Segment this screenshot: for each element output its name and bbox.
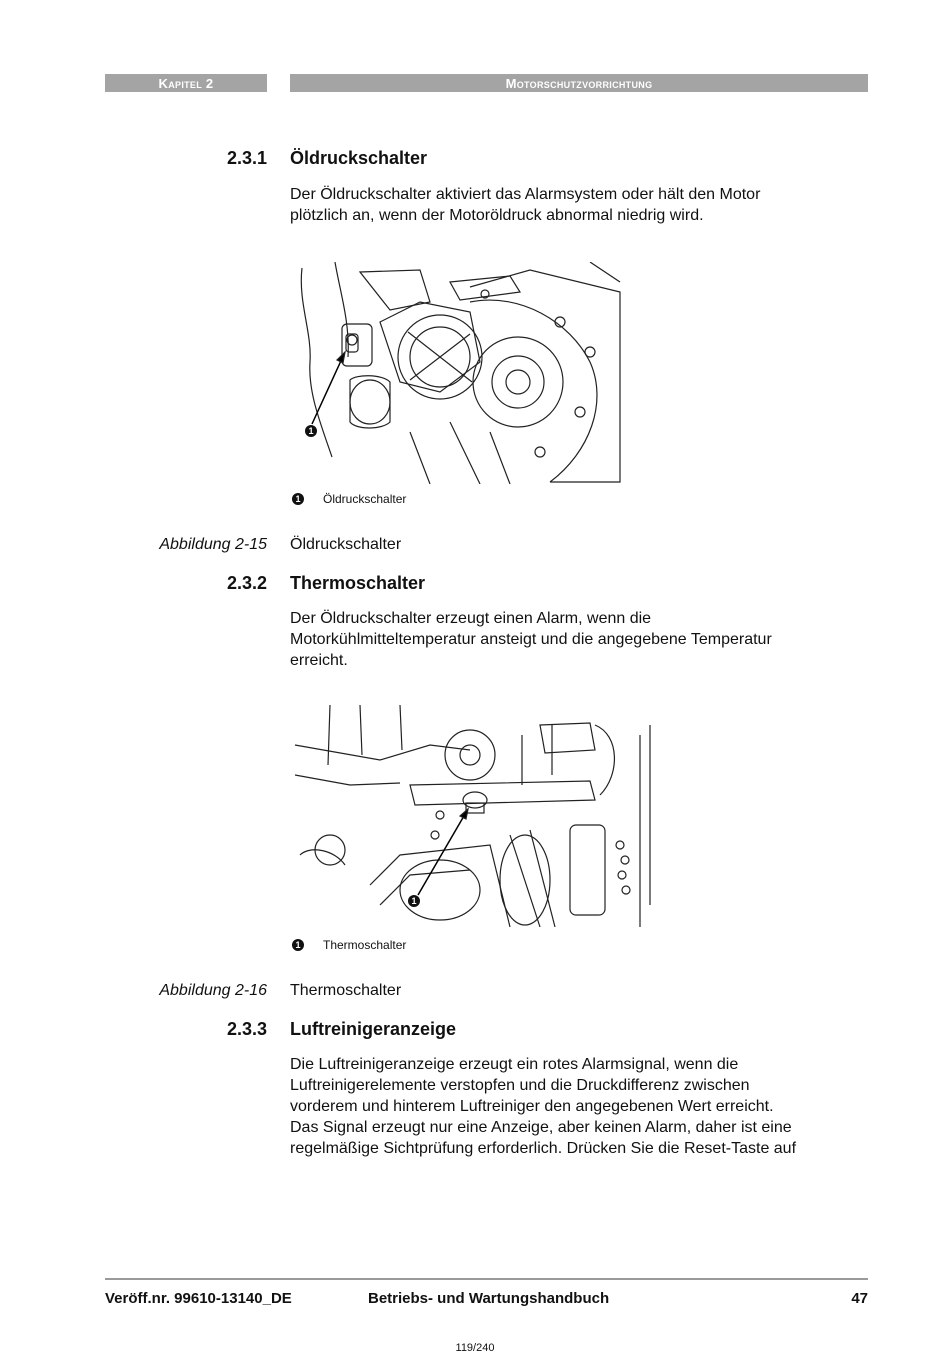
figure-label: Abbildung 2-16 (159, 982, 267, 999)
figure-title: Öldruckschalter (290, 536, 402, 553)
figure-legend (292, 492, 406, 506)
section-title: Öldruckschalter (290, 148, 428, 168)
legend-text: Öldruckschalter (323, 492, 407, 506)
callout-marker: 1 (408, 895, 420, 907)
section-body: Der Öldruckschalter erzeugt einen Alarm, wenn die Motorkühlmitteltemperatur ansteigt und die angegebene Temperatur erreicht. (290, 610, 772, 669)
section-header: Motorschutzvorrichtung (290, 74, 868, 92)
section-body: Der Öldruckschalter aktiviert das Alarmsystem oder hält den Motor plötzlich an, wenn der Motoröldruck abnormal niedrig wird. (290, 186, 761, 224)
section-number: 2.3.3 (226, 1019, 267, 1039)
page-number: 47 (851, 1290, 868, 1307)
pdf-page-index: 119/240 (455, 1342, 495, 1354)
thermo-switch-illustration (290, 705, 655, 927)
publication-number: Veröff.nr. 99610-13140_DE (105, 1290, 292, 1307)
section-number: 2.3.1 (226, 148, 267, 168)
section-title: Luftreinigeranzeige (290, 1019, 457, 1039)
oil-pressure-switch-illustration (290, 262, 625, 484)
section-body: Die Luftreinigeranzeige erzeugt ein rotes Alarmsignal, wenn die Luftreinigerelemente verstopfen und die Druckdifferenz zwischen vorderem und hinterem Luftreiniger den angegebenen Wert erreicht. Das Signal erzeugt nur eine Anzeige, aber keinen Alarm, daher ist eine regelmäßige Sichtprüfung erforderlich. Drücken Sie die Reset-Taste auf (290, 1056, 797, 1157)
chapter-header: Kapitel 2 (105, 74, 267, 92)
figure-title: Thermoschalter (290, 982, 402, 999)
figure-label: Abbildung 2-15 (159, 536, 267, 553)
callout-marker: 1 (292, 939, 304, 951)
callout-marker: 1 (292, 493, 304, 505)
manual-title: Betriebs- und Wartungshandbuch (368, 1290, 610, 1307)
figure-legend (292, 938, 406, 952)
section-title: Thermoschalter (290, 573, 426, 593)
footer-rule (105, 1278, 868, 1280)
legend-text: Thermoschalter (323, 938, 407, 952)
section-number: 2.3.2 (226, 573, 267, 593)
callout-marker: 1 (305, 425, 317, 437)
